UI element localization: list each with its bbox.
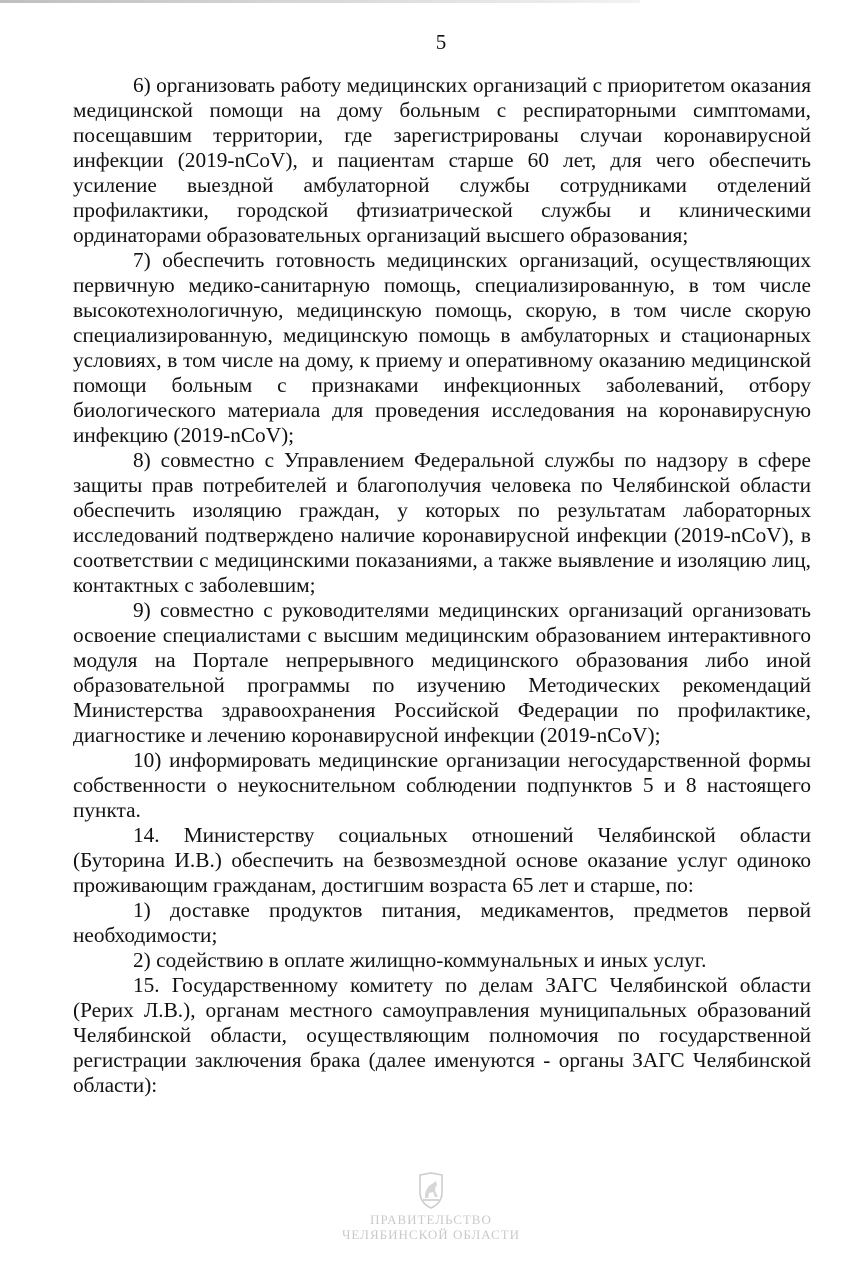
paragraph-item-8: 8) совместно с Управлением Федеральной службы по надзору в сфере защиты прав потребителей и благополучия человека по Челябинской области обеспечить изоляцию граждан, у которых по результатам лабораторных исследований подтверждено наличие коронавирусной инфекции (2019-nCoV), в соответствии с медицинскими показаниями, а также выявление и изоляцию лиц, контактных с заболевшим;	[73, 448, 811, 597]
document-body	[73, 73, 811, 1098]
paragraph-subitem-1: 1) доставке продуктов питания, медикаментов, предметов первой необходимости;	[73, 898, 811, 947]
watermark-line-2: ЧЕЛЯБИНСКОЙ ОБЛАСТИ	[341, 1227, 521, 1242]
scan-top-edge	[0, 0, 640, 3]
government-watermark	[320, 1172, 542, 1242]
paragraph-item-6: 6) организовать работу медицинских организаций с приоритетом оказания медицинской помощи на дому больным с респираторными симптомами, посещавшим территории, где зарегистрированы случаи коронавирусной инфекции (2019-nCoV), и пациентам старше 60 лет, для чего обеспечить усиление выездной амбулаторной службы сотрудниками отделений профилактики, городской фтизиатрической службы и клиническими ординаторами образовательных организаций высшего образования;	[73, 73, 811, 247]
paragraph-item-7: 7) обеспечить готовность медицинских организаций, осуществляющих первичную медико-санитарную помощь, специализированную, в том числе высокотехнологичную, медицинскую помощь, скорую, в том числе скорую специализированную, медицинскую помощь в амбулаторных и стационарных условиях, в том числе на дому, к приему и оперативному оказанию медицинской помощи больным с признаками инфекционных заболеваний, отбору биологического материала для проведения исследования на коронавирусную инфекцию (2019-nCoV);	[73, 248, 811, 447]
paragraph-item-10: 10) информировать медицинские организации негосударственной формы собственности о неукоснительном соблюдении подпунктов 5 и 8 настоящего пункта.	[73, 748, 811, 822]
paragraph-point-15: 15. Государственному комитету по делам ЗАГС Челябинской области (Рерих Л.В.), органам местного самоуправления муниципальных образований Челябинской области, осуществляющим полномочия по государственной регистрации заключения брака (далее именуются - органы ЗАГС Челябинской области):	[73, 973, 811, 1097]
chelyabinsk-coat-of-arms-icon	[416, 1172, 446, 1210]
paragraph-item-9: 9) совместно с руководителями медицинских организаций организовать освоение специалистами с высшим медицинским образованием интерактивного модуля на Портале непрерывного медицинского образования либо иной образовательной программы по изучению Методических рекомендаций Министерства здравоохранения Российской Федерации по профилактике, диагностике и лечению коронавирусной инфекции (2019-nCoV);	[73, 598, 811, 747]
watermark-line-1: ПРАВИТЕЛЬСТВО	[370, 1212, 492, 1227]
page-number: 5	[435, 30, 447, 54]
paragraph-subitem-2: 2) содействию в оплате жилищно-коммунальных и иных услуг.	[133, 948, 707, 972]
paragraph-point-14: 14. Министерству социальных отношений Челябинской области (Буторина И.В.) обеспечить на безвозмездной основе оказание услуг одиноко проживающим гражданам, достигшим возраста 65 лет и старше, по:	[73, 823, 811, 897]
